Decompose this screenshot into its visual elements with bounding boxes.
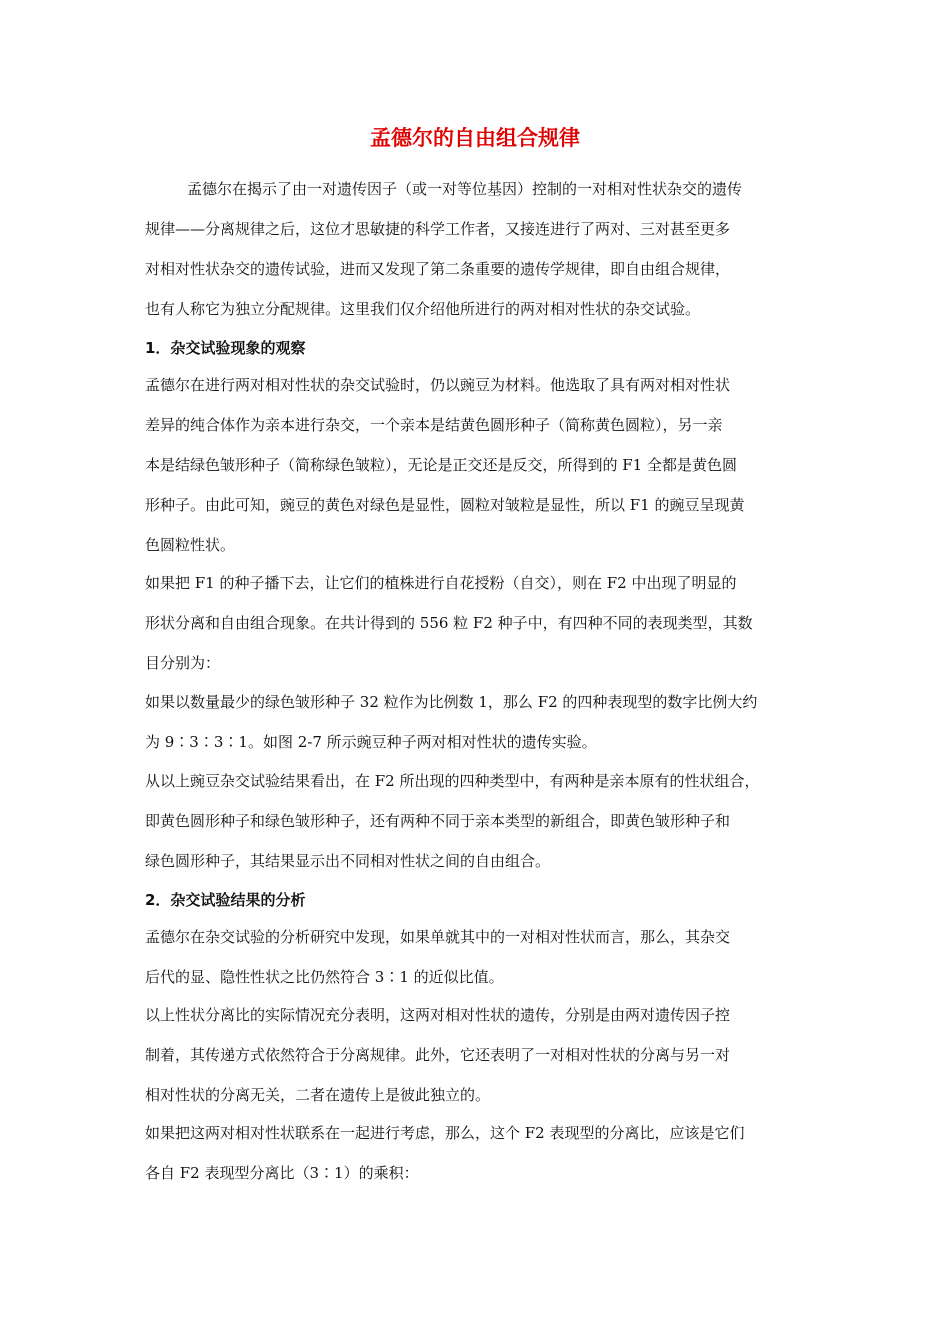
section-heading: 2．杂交试验结果的分析 <box>145 891 306 909</box>
intro-line: 规律——分离规律之后，这位才思敏捷的科学工作者，又接连进行了两对、三对甚至更多 <box>145 220 731 238</box>
paragraph-line: 色圆粒性状。 <box>145 536 236 554</box>
document-title: 孟德尔的自由组合规律 <box>370 125 580 150</box>
intro-line: 也有人称它为独立分配规律。这里我们仅介绍他所进行的两对相对性状的杂交试验。 <box>145 300 701 318</box>
paragraph-line: 即黄色圆形种子和绿色皱形种子，还有两种不同于亲本类型的新组合，即黄色皱形种子和 <box>145 812 731 830</box>
paragraph-line: 孟德尔在进行两对相对性状的杂交试验时，仍以豌豆为材料。他选取了具有两对相对性状 <box>145 376 731 394</box>
intro-line: 孟德尔在揭示了由一对遗传因子（或一对等位基因）控制的一对相对性状杂交的遗传 <box>187 180 743 198</box>
paragraph-line: 如果以数量最少的绿色皱形种子 32 粒作为比例数 1，那么 F2 的四种表现型的数字比例大约 <box>145 693 758 711</box>
paragraph-line: 制着，其传递方式依然符合于分离规律。此外，它还表明了一对相对性状的分离与另一对 <box>145 1046 731 1064</box>
intro-line: 对相对性状杂交的遗传试验，进而又发现了第二条重要的遗传学规律，即自由组合规律， <box>145 260 731 278</box>
paragraph-line: 差异的纯合体作为亲本进行杂交，一个亲本是结黄色圆形种子（简称黄色圆粒），另一亲 <box>145 416 723 434</box>
paragraph-line: 目分别为： <box>145 654 221 672</box>
paragraph-line: 以上性状分离比的实际情况充分表明，这两对相对性状的遗传，分别是由两对遗传因子控 <box>145 1006 731 1024</box>
paragraph-line: 孟德尔在杂交试验的分析研究中发现，如果单就其中的一对相对性状而言，那么，其杂交 <box>145 928 731 946</box>
section-heading: 1．杂交试验现象的观察 <box>145 339 306 357</box>
paragraph-line: 相对性状的分离无关，二者在遗传上是彼此独立的。 <box>145 1086 491 1104</box>
paragraph-line: 如果把 F1 的种子播下去，让它们的植株进行自花授粉（自交），则在 F2 中出现了明显的 <box>145 574 737 592</box>
paragraph-line: 绿色圆形种子，其结果显示出不同相对性状之间的自由组合。 <box>145 852 551 870</box>
paragraph-line: 形种子。由此可知，豌豆的黄色对绿色是显性，圆粒对皱粒是显性，所以 F1 的豌豆呈现黄 <box>145 496 745 514</box>
paragraph-line: 为 9∶3∶3∶1。如图 2-7 所示豌豆种子两对相对性状的遗传实验。 <box>145 733 597 751</box>
paragraph-line: 形状分离和自由组合现象。在共计得到的 556 粒 F2 种子中，有四种不同的表现类型，其数 <box>145 614 753 632</box>
paragraph-line: 后代的显、隐性性状之比仍然符合 3∶1 的近似比值。 <box>145 968 504 986</box>
paragraph-line: 各自 F2 表现型分离比（3∶1）的乘积： <box>145 1164 419 1182</box>
paragraph-line: 如果把这两对相对性状联系在一起进行考虑，那么，这个 F2 表现型的分离比，应该是它们 <box>145 1124 745 1142</box>
paragraph-line: 从以上豌豆杂交试验结果看出，在 F2 所出现的四种类型中，有两种是亲本原有的性状组合， <box>145 772 760 790</box>
paragraph-line: 本是结绿色皱形种子（简称绿色皱粒），无论是正交还是反交，所得到的 F1 全都是黄色圆 <box>145 456 737 474</box>
